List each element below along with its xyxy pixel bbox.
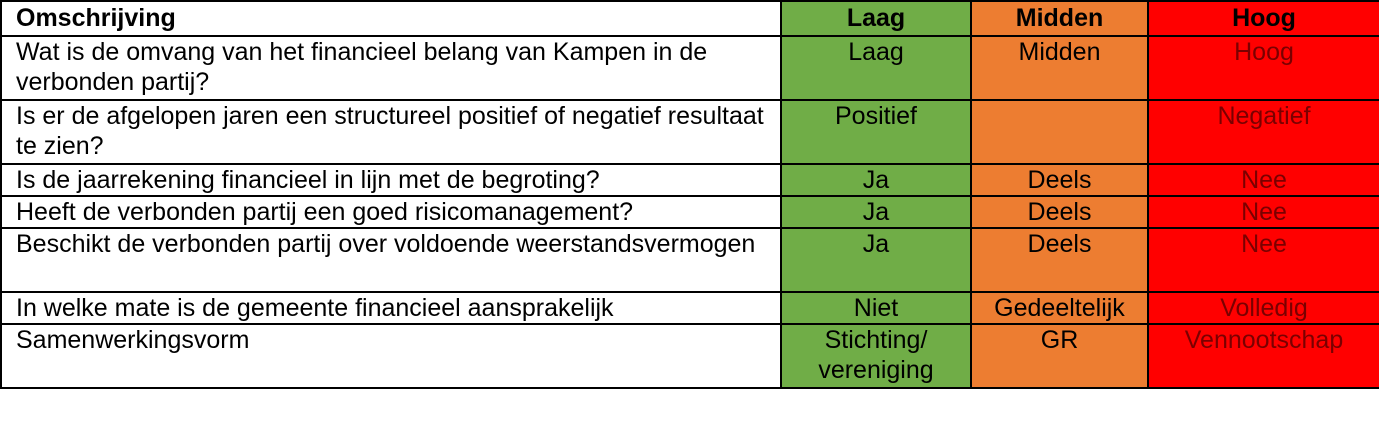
header-high: Hoog	[1148, 1, 1379, 36]
header-description: Omschrijving	[1, 1, 781, 36]
row-description: Is er de afgelopen jaren een structureel positief of negatief resultaat te zien?	[1, 100, 781, 164]
row-high-value: Volledig	[1148, 292, 1379, 324]
row-high-value: Vennootschap	[1148, 324, 1379, 388]
row-low-value: Ja	[781, 228, 971, 292]
header-medium: Midden	[971, 1, 1148, 36]
table-row	[1, 324, 1379, 388]
row-medium-value: Deels	[971, 196, 1148, 228]
table-row	[1, 196, 1379, 228]
row-high-value: Hoog	[1148, 36, 1379, 100]
row-high-value: Negatief	[1148, 100, 1379, 164]
row-medium-value: Deels	[971, 228, 1148, 292]
table-row	[1, 36, 1379, 100]
row-low-value: Niet	[781, 292, 971, 324]
row-low-value: Ja	[781, 196, 971, 228]
row-medium-value: Deels	[971, 164, 1148, 196]
row-description: Beschikt de verbonden partij over voldoende weerstandsvermogen	[1, 228, 781, 292]
row-low-value: Stichting/ vereniging	[781, 324, 971, 388]
row-high-value: Nee	[1148, 196, 1379, 228]
row-medium-value: Gedeeltelijk	[971, 292, 1148, 324]
header-low: Laag	[781, 1, 971, 36]
row-low-value: Laag	[781, 36, 971, 100]
table-row	[1, 228, 1379, 292]
row-low-value: Positief	[781, 100, 971, 164]
row-medium-value	[971, 100, 1148, 164]
row-description: In welke mate is de gemeente financieel aansprakelijk	[1, 292, 781, 324]
row-low-value: Ja	[781, 164, 971, 196]
table-header-row	[1, 1, 1379, 36]
row-medium-value: Midden	[971, 36, 1148, 100]
table-row	[1, 164, 1379, 196]
row-high-value: Nee	[1148, 164, 1379, 196]
row-description: Heeft de verbonden partij een goed risicomanagement?	[1, 196, 781, 228]
row-high-value: Nee	[1148, 228, 1379, 292]
table-row	[1, 100, 1379, 164]
row-description: Wat is de omvang van het financieel belang van Kampen in de verbonden partij?	[1, 36, 781, 100]
row-medium-value: GR	[971, 324, 1148, 388]
table-row	[1, 292, 1379, 324]
row-description: Is de jaarrekening financieel in lijn met de begroting?	[1, 164, 781, 196]
row-description: Samenwerkingsvorm	[1, 324, 781, 388]
